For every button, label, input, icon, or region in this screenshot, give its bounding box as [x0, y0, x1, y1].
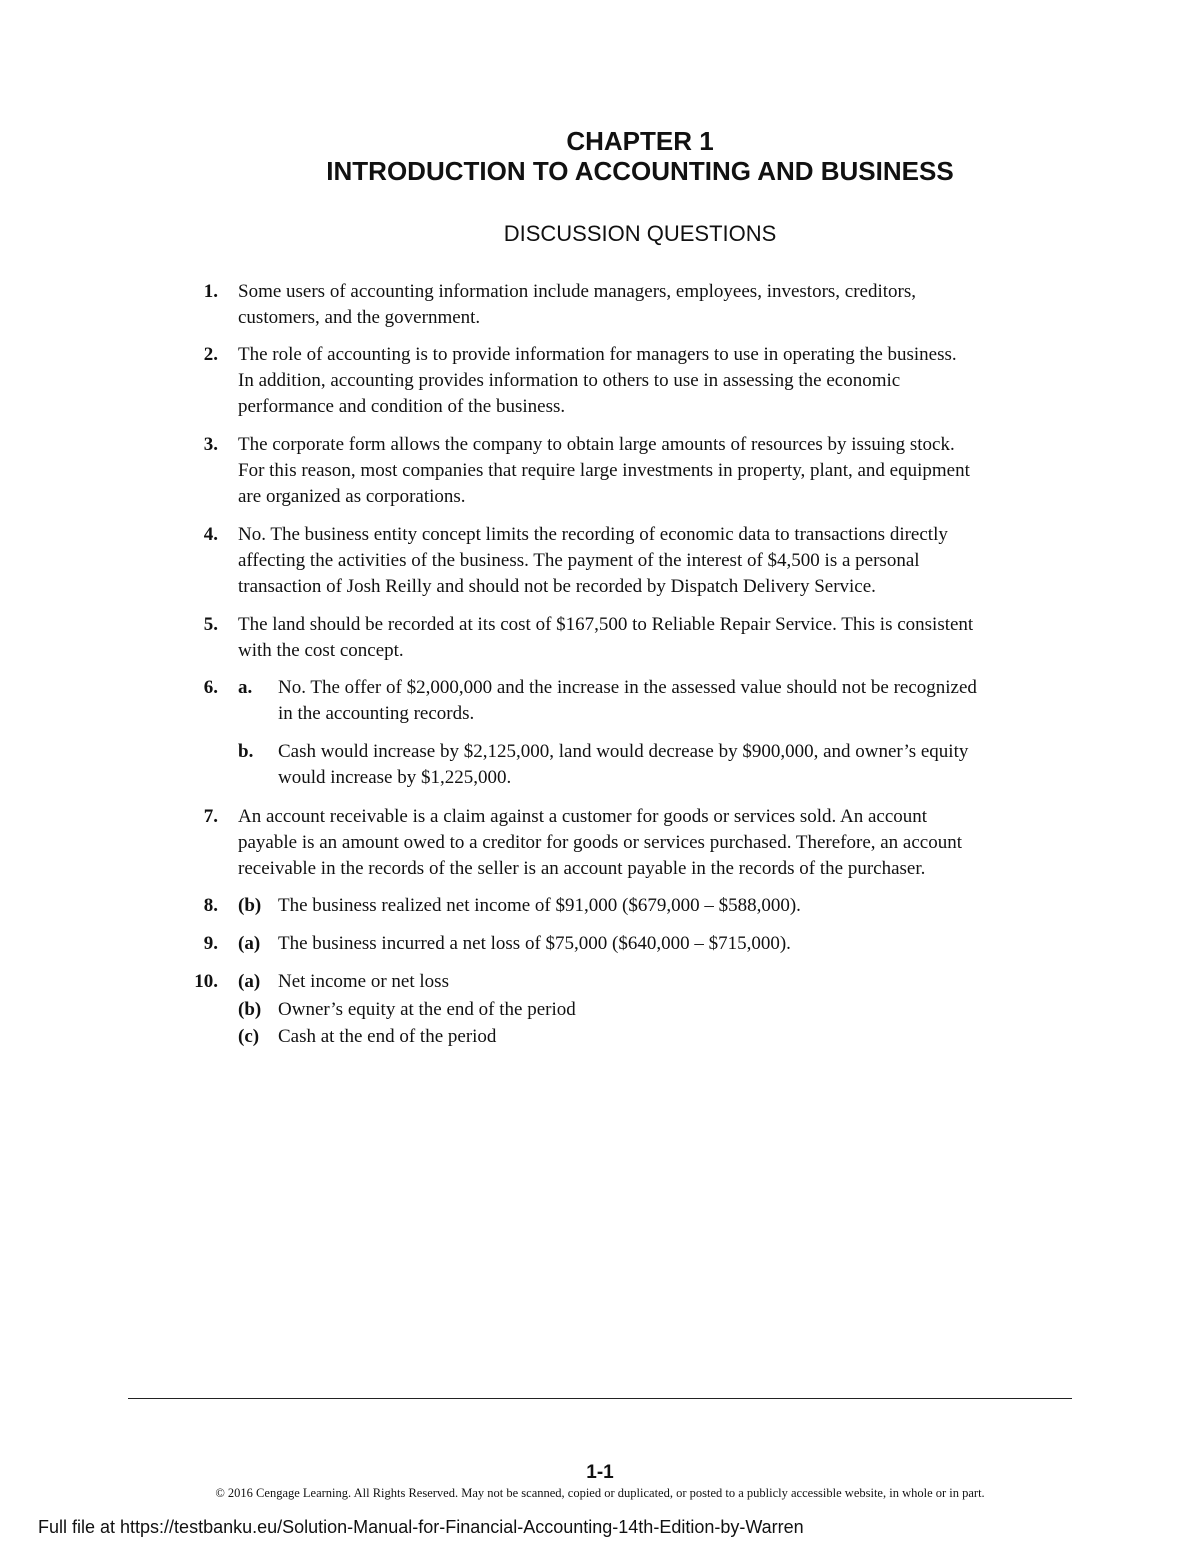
- answer-line: The corporate form allows the company to obtain large amounts of resources by issuing stock.: [238, 434, 955, 455]
- question-number: 6.: [203, 677, 218, 698]
- answer-line: For this reason, most companies that require large investments in property, plant, and equipment: [238, 460, 970, 481]
- chapter-heading: CHAPTER 1: [566, 126, 714, 156]
- answer-line: The business incurred a net loss of $75,000 ($640,000 – $715,000).: [278, 933, 791, 954]
- page-number: 1-1: [586, 1462, 614, 1483]
- answer-line: The business realized net income of $91,000 ($679,000 – $588,000).: [278, 895, 801, 916]
- answer-line: in the accounting records.: [278, 703, 475, 724]
- answer-text: [238, 612, 1068, 664]
- answer-text: [278, 675, 1068, 727]
- answer-line: Some users of accounting information include managers, employees, investors, creditors,: [238, 281, 917, 302]
- answer-line: are organized as corporations.: [238, 486, 466, 507]
- answer-line: In addition, accounting provides information to others to use in assessing the economic: [238, 370, 901, 391]
- answer-line: with the cost concept.: [238, 640, 404, 661]
- part-marker: (c): [238, 1026, 260, 1047]
- answer-line: An account receivable is a claim against a customer for goods or services sold. An account: [238, 806, 928, 827]
- answer-text: Owner’s equity at the end of the period: [278, 999, 576, 1020]
- answer-text: [238, 804, 1068, 882]
- part-marker: (a): [238, 933, 261, 954]
- part-marker: b.: [238, 741, 254, 762]
- section-heading: DISCUSSION QUESTIONS: [503, 221, 777, 246]
- answer-line: The land should be recorded at its cost of $167,500 to Reliable Repair Service. This is consistent: [238, 614, 974, 635]
- part-marker: a.: [238, 677, 253, 698]
- question-number: 10.: [194, 971, 218, 992]
- answer-line: transaction of Josh Reilly and should not be recorded by Dispatch Delivery Service.: [238, 576, 876, 597]
- question-number: 2.: [203, 344, 218, 365]
- answer-line: Cash would increase by $2,125,000, land would decrease by $900,000, and owner’s equity: [278, 741, 969, 762]
- answer-line: payable is an amount owed to a creditor for goods or services purchased. Therefore, an account: [238, 832, 963, 853]
- answer-line: No. The business entity concept limits the recording of economic data to transactions directly: [238, 524, 948, 545]
- answer-line: affecting the activities of the business. The payment of the interest of $4,500 is a personal: [238, 550, 920, 571]
- part-marker: (a): [238, 971, 261, 992]
- full-file-link[interactable]: Full file at https://testbanku.eu/Solution-Manual-for-Financial-Accounting-14th-Edition-by-Warren: [38, 1517, 804, 1537]
- answer-line: The role of accounting is to provide information for managers to use in operating the business.: [238, 344, 957, 365]
- answer-line: No. The offer of $2,000,000 and the increase in the assessed value should not be recognized: [278, 677, 977, 698]
- chapter-title: INTRODUCTION TO ACCOUNTING AND BUSINESS: [326, 156, 954, 186]
- question-number: 8.: [203, 895, 218, 916]
- answer-line: customers, and the government.: [238, 307, 481, 328]
- answer-line: receivable in the records of the seller is an account payable in the records of the purchaser.: [238, 858, 926, 879]
- answer-text: [238, 279, 1068, 331]
- answer-line: would increase by $1,225,000.: [278, 767, 512, 788]
- copyright-notice: © 2016 Cengage Learning. All Rights Reserved. May not be scanned, copied or duplicated, or posted to a publicly accessible website, in whole or in part.: [215, 1486, 985, 1500]
- question-number: 4.: [203, 524, 218, 545]
- answer-text: [238, 432, 1068, 510]
- answer-text: [278, 893, 1068, 919]
- answer-text: [278, 931, 1068, 957]
- footer-divider: [128, 1398, 1072, 1399]
- answer-text: [278, 739, 1068, 791]
- part-marker: (b): [238, 895, 262, 916]
- question-number: 3.: [203, 434, 218, 455]
- question-number: 5.: [203, 614, 218, 635]
- answer-text: [238, 342, 1068, 420]
- question-number: 1.: [203, 281, 218, 302]
- part-marker: (b): [238, 999, 262, 1020]
- question-number: 7.: [203, 806, 218, 827]
- answer-text: Net income or net loss: [278, 971, 449, 992]
- answer-line: performance and condition of the business.: [238, 396, 566, 417]
- answer-text: Cash at the end of the period: [278, 1026, 497, 1047]
- question-number: 9.: [203, 933, 218, 954]
- answer-text: [238, 522, 1068, 600]
